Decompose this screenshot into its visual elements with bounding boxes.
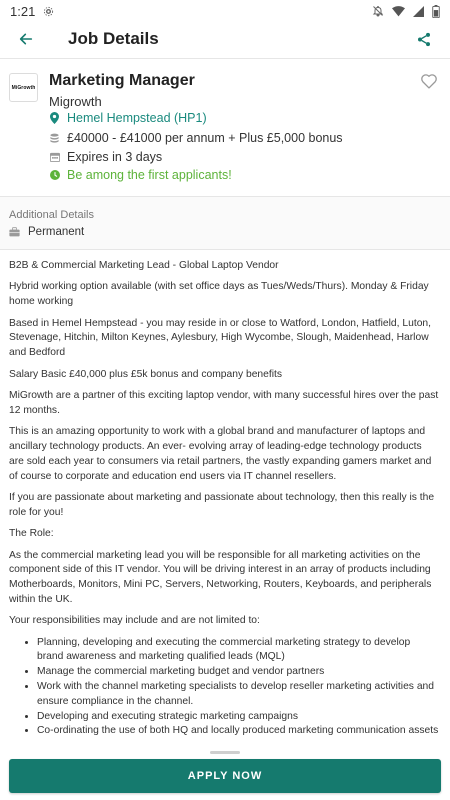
job-expiry-row (49, 150, 162, 164)
responsibilities-list (37, 636, 439, 740)
header-divider (0, 58, 450, 59)
description-paragraph: MiGrowth are a partner of this exciting laptop vendor, with many successful hires over the past 12 months. (9, 389, 439, 416)
share-button[interactable] (412, 27, 436, 51)
job-expiry: Expires in 3 days (67, 150, 163, 164)
additional-details-label: Additional Details (9, 209, 94, 221)
status-time: 1:21 (10, 3, 36, 19)
first-applicants-text: Be among the first applicants! (67, 168, 232, 182)
heart-outline-icon (420, 73, 438, 89)
company-logo (9, 73, 38, 102)
list-item: • Planning, developing and executing the commercial marketing strategy to develop brand awareness and marketing qualified leads (MQL) (37, 636, 439, 666)
job-description (9, 259, 439, 739)
status-left (10, 4, 54, 19)
company-logo-text: MiGrowth (11, 84, 36, 91)
back-button[interactable] (14, 27, 38, 51)
clock-icon (49, 169, 60, 182)
arrow-left-icon (18, 31, 34, 47)
description-paragraph: If you are passionate about marketing and passionate about technology, then this really is the role for you! (9, 491, 435, 518)
description-paragraph: Hybrid working option available (with set office days as Tues/Weds/Thurs). Monday & Friday home working (9, 281, 429, 308)
signal-icon (413, 6, 424, 17)
job-summary-card (0, 70, 450, 195)
job-location-row[interactable] (49, 111, 207, 125)
notifications-off-icon (372, 5, 384, 17)
page-title: Job Details (68, 29, 159, 48)
share-icon (416, 31, 432, 48)
job-type: Permanent (28, 226, 85, 238)
location-pin-icon (49, 112, 60, 125)
job-type-row (9, 226, 84, 238)
description-paragraph: As the commercial marketing lead you will be responsible for all marketing activities on the component side of this IT vendor. You will be driving interest in an array of products including Motherboards, Monitors, Mini PC, Servers, Networking, Routers, Keyboards, and peripherals within the UK. (9, 549, 432, 605)
list-item: • Developing and executing strategic marketing campaigns (37, 710, 439, 725)
drag-handle[interactable] (210, 751, 240, 754)
description-paragraph: Your responsibilities may include and are not limited to: (9, 615, 260, 627)
list-item: • Work with the channel marketing specialists to develop reseller marketing activities and ensure compliance in the channel. (37, 680, 439, 710)
first-applicants-row (49, 168, 232, 182)
list-item: • Co-ordinating the use of both HQ and locally produced marketing communication assets (37, 724, 439, 739)
description-paragraph: Based in Hemel Hempstead - you may reside in or close to Watford, London, Hatfield, Luton, Stevenage, Hitchin, Milton Keynes, Aylesbury, High Wycombe, Slough, Maidenhead, Harlow and Bedford (9, 317, 432, 359)
apply-now-button[interactable]: APPLY NOW (9, 759, 441, 793)
job-salary-row (49, 131, 343, 145)
description-paragraph: This is an amazing opportunity to work with a global brand and manufacturer of laptops and ancillary technology products. An ever- evolving array of leading-edge technology products are sold each year to consumers via retail partners, the vastly expanding gamers market and of course to corporate and education end users via IT channel resellers. (9, 426, 432, 482)
app-bar (0, 22, 450, 56)
description-paragraph: B2B & Commercial Marketing Lead - Global Laptop Vendor (9, 260, 279, 271)
status-right (372, 5, 440, 18)
description-paragraph: The Role: (9, 528, 54, 540)
list-item: • Manage the commercial marketing budget and vendor partners (37, 665, 439, 680)
calendar-icon (49, 151, 60, 164)
briefcase-icon (9, 227, 20, 237)
favorite-button[interactable] (420, 73, 440, 93)
settings-gear-icon (43, 6, 54, 17)
wifi-icon (392, 6, 405, 17)
job-title: Marketing Manager (49, 72, 195, 89)
details-divider (0, 249, 450, 250)
status-bar (0, 0, 450, 22)
battery-icon (432, 5, 440, 18)
company-name[interactable]: Migrowth (49, 94, 102, 109)
job-location: Hemel Hempstead (HP1) (67, 111, 207, 125)
coins-icon (49, 132, 60, 145)
description-paragraph: Salary Basic £40,000 plus £5k bonus and company benefits (9, 368, 283, 380)
additional-details-band (0, 197, 450, 249)
job-salary: £40000 - £41000 per annum + Plus £5,000 bonus (67, 131, 343, 145)
